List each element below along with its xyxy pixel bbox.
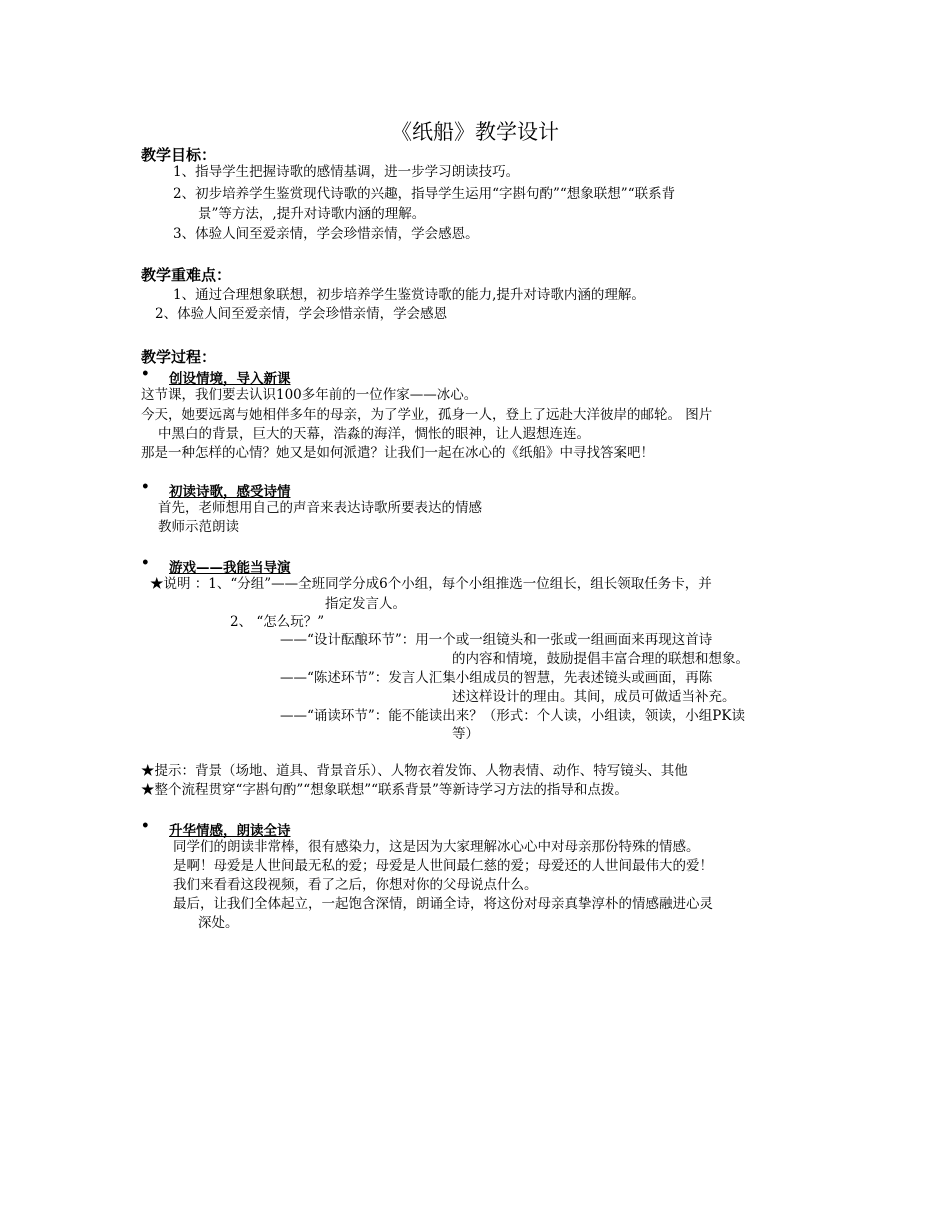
section-line: 最后，让我们全体起立，一起饱含深情，朗诵全诗，将这份对母亲真挚淳朴的情感融进心灵 <box>173 896 713 912</box>
goal-line: 2、初步培养学生鉴赏现代诗歌的兴趣，指导学生运用“字斟句酌”“想象联想”“联系背 <box>173 186 676 202</box>
goal-line: 1、指导学生把握诗歌的感情基调，进一步学习朗读技巧。 <box>173 164 520 180</box>
goals-heading: 教学目标： <box>141 146 217 164</box>
section-line: 等） <box>452 726 479 742</box>
section-line: 教师示范朗读 <box>158 519 239 535</box>
section-line: 是啊！母爱是人世间最无私的爱；母爱是人世间最仁慈的爱；母爱还的人世间最伟大的爱！ <box>173 858 713 874</box>
keypoints-heading: 教学重难点： <box>141 266 232 284</box>
section-line: 深处。 <box>198 915 239 931</box>
goal-line: 景”等方法，,提升对诗歌内涵的理解。 <box>198 206 426 222</box>
bullet-icon: • <box>141 479 150 495</box>
section-line: 我们来看看这段视频，看了之后，你想对你的父母说点什么。 <box>173 877 538 893</box>
section-title: 创设情境，导入新课 <box>169 371 291 387</box>
section-title: 游戏——我能当导演 <box>169 560 291 576</box>
section-line: 首先，老师想用自己的声音来表达诗歌所要表达的情感 <box>158 500 482 516</box>
bullet-icon: • <box>141 366 150 382</box>
section-line: 指定发言人。 <box>325 596 406 612</box>
section-line: 这节课，我们要去认识100多年前的一位作家——冰心。 <box>141 387 478 403</box>
section-title: 升华情感，朗读全诗 <box>169 823 291 839</box>
section-line: 那是一种怎样的心情？她又是如何派遣？让我们一起在冰心的《纸船》中寻找答案吧！ <box>141 445 654 461</box>
tip-line: ★提示：背景（场地、道具、背景音乐）、人物衣着发饰、人物表情、动作、特写镜头、其他 <box>141 763 688 779</box>
keypoint-line: 2、体验人间至爱亲情，学会珍惜亲情，学会感恩 <box>155 306 448 322</box>
bullet-icon: • <box>141 818 150 834</box>
section-title: 初读诗歌，感受诗情 <box>169 484 291 500</box>
section-line: 2、 “怎么玩？” <box>230 614 325 630</box>
section-line: ——“陈述环节”：发言人汇集小组成员的智慧，先表述镜头或画面，再陈 <box>280 670 713 686</box>
section-line: 今天，她要远离与她相伴多年的母亲，为了学业，孤身一人，登上了远赴大洋彼岸的邮轮。 图片 <box>141 407 713 423</box>
keypoint-line: 1、通过合理想象联想，初步培养学生鉴赏诗歌的能力,提升对诗歌内涵的理解。 <box>173 287 645 303</box>
section-line: 同学们的朗读非常棒，很有感染力，这是因为大家理解冰心心中对母亲那份特殊的情感。 <box>173 839 700 855</box>
process-heading: 教学过程： <box>141 348 217 366</box>
bullet-icon: • <box>141 555 150 571</box>
document-title: 《纸船》教学设计 <box>391 120 559 144</box>
section-line: ——“设计酝酿环节”：用一个或一组镜头和一张或一组画面来再现这首诗 <box>280 632 713 648</box>
goal-line: 3、体验人间至爱亲情，学会珍惜亲情，学会感恩。 <box>173 226 479 242</box>
section-line: 述这样设计的理由。其间，成员可做适当补充。 <box>452 689 736 705</box>
section-line: ——“诵读环节”：能不能读出来？（形式：个人读，小组读，领读，小组PK读 <box>280 708 745 724</box>
section-line: 的内容和情境，鼓励提倡丰富合理的联想和想象。 <box>452 651 749 667</box>
section-line: ★说明 ：1、“分组”——全班同学分成6个小组，每个小组推选一位组长，组长领取任务卡，并 <box>150 576 712 592</box>
tip-line: ★整个流程贯穿“字斟句酌”“想象联想”“联系背景”等新诗学习方法的指导和点拨。 <box>141 782 628 798</box>
section-line: 中黑白的背景，巨大的天幕，浩淼的海洋，惆怅的眼神，让人遐想连连。 <box>158 426 590 442</box>
